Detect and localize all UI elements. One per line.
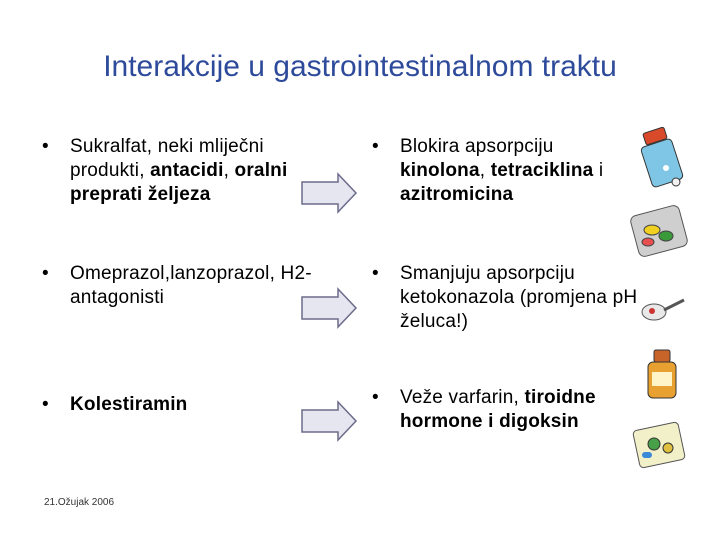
bold-text-run: antacidi [150,160,224,181]
pill-spoon-icon [638,286,688,332]
bold-text-run: kinolona [400,160,480,181]
bold-text-run: tiroidne hormone i digoksin [400,387,596,432]
text-run: Blokira apsorpciju [400,136,554,157]
slide-title: Interakcije u gastrointestinalnom traktu [103,50,617,83]
right-item-3-text [400,386,642,434]
left-item-3 [42,393,342,417]
arrow-right-icon [300,287,358,329]
right-item-2-text [400,262,642,334]
pill-box-icon [628,414,692,472]
text-run: i [593,160,604,181]
bullet: • [372,263,379,284]
text-run: , [479,160,491,181]
text-run: Omeprazol,lanzoprazol, H2-antagonisti [70,263,312,308]
text-run: Veže varfarin, [400,387,525,408]
arrow-right-icon [300,172,358,214]
right-item-1 [372,135,642,207]
left-item-1 [42,135,342,207]
text-run: Sukralfat, neki mliječni produkti, [70,136,264,181]
medicine-bottle-icon [636,126,692,190]
right-item-2 [372,262,642,334]
bold-text-run: azitromicina [400,184,514,205]
text-run: Smanjuju apsorpciju ketokonazola (promjena pH želuca!) [400,263,638,332]
bullet: • [372,136,379,157]
pill-plate-icon [628,200,692,258]
bold-text-run: oralni preprati željeza [70,160,288,205]
arrow-right-icon [300,400,358,442]
text-run: , [223,160,235,181]
bold-text-run: Kolestiramin [70,394,188,415]
slide-date: 21.Ožujak 2006 [44,497,115,508]
left-item-2 [42,262,342,310]
bold-text-run: tetraciklina [490,160,594,181]
bullet: • [42,136,49,157]
bullet: • [42,263,49,284]
bullet: • [42,394,49,415]
right-item-1-text [400,135,642,207]
bullet: • [372,387,379,408]
right-item-3 [372,386,642,434]
syrup-bottle-icon [636,344,688,402]
